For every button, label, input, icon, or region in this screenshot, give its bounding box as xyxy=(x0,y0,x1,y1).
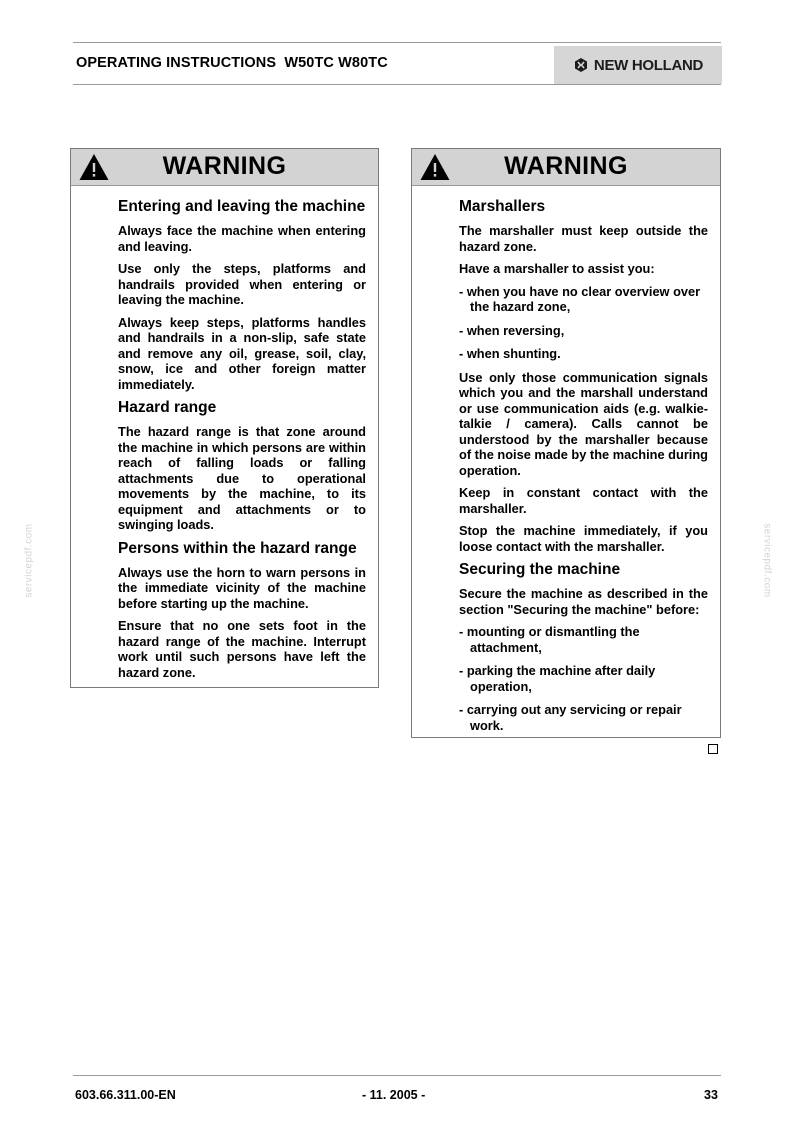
section-title-entering: Entering and leaving the machine xyxy=(118,198,366,215)
paragraph: The hazard range is that zone around the machine in which persons are within reach of falling loads or falling attachments due to operational movements by the machine, to its equipment and attachments or to swinging loads. xyxy=(118,424,366,532)
paragraph: Use only those communication signals which you and the marshall understand or use communication aids (e.g. walkie-talkie / camera). Calls cannot be understood by the marshaller because of the noise made by the machine during operation. xyxy=(459,369,708,478)
page-number: 33 xyxy=(704,1088,718,1102)
header-bottom-rule xyxy=(73,84,721,85)
section-title-securing: Securing the machine xyxy=(459,561,621,578)
warning-box-left xyxy=(70,148,379,688)
footer-rule xyxy=(73,1075,721,1076)
document-title: OPERATING INSTRUCTIONS W50TC W80TC xyxy=(76,55,388,71)
brand-name: NEW HOLLAND xyxy=(593,56,704,74)
warning-body-left xyxy=(71,186,378,693)
warning-title: WARNING xyxy=(504,152,628,180)
warning-box-right xyxy=(411,148,721,738)
warning-header-left xyxy=(71,149,378,186)
paragraph: Secure the machine as described in the section "Securing the machine" before: xyxy=(459,586,708,617)
section-title-marshallers: Marshallers xyxy=(459,198,546,215)
bullet-item: - when you have no clear overview over the hazard zone, xyxy=(459,283,701,314)
watermark-right: servicepdf.com xyxy=(761,523,773,598)
paragraph: Stop the machine immediately, if you loose contact with the marshaller. xyxy=(459,523,708,554)
watermark-left: servicepdf.com xyxy=(23,523,35,598)
bullet-item: - when reversing, xyxy=(459,322,565,338)
paragraph: Always keep steps, platforms handles and handrails in a non-slip, safe state and remove any oil, grease, soil, clay, snow, ice and other foreign matter immediately. xyxy=(118,314,366,392)
section-title-hazard-range: Hazard range xyxy=(118,399,217,416)
warning-title: WARNING xyxy=(162,152,287,180)
paragraph: Always use the horn to warn persons in the immediate vicinity of the machine before starting up the machine. xyxy=(118,564,366,611)
document-number: 603.66.311.00-EN xyxy=(75,1088,176,1102)
warning-header-right xyxy=(412,149,720,186)
warning-body-right xyxy=(412,186,720,747)
paragraph: Use only the steps, platforms and handrails provided when entering or leaving the machine. xyxy=(118,261,366,307)
paragraph: Ensure that no one sets foot in the hazard range of the machine. Interrupt work until such persons have left the hazard zone. xyxy=(118,618,366,680)
new-holland-logo-icon xyxy=(573,57,589,73)
bullet-item: - mounting or dismantling the attachment, xyxy=(459,624,640,655)
paragraph: Always face the machine when entering and leaving. xyxy=(118,223,366,254)
bullet-item: - when shunting. xyxy=(459,346,561,361)
header-top-rule xyxy=(73,42,721,43)
end-square-icon xyxy=(708,744,718,754)
bullet-item: - carrying out any servicing or repair work. xyxy=(459,702,682,733)
edition-date: - 11. 2005 - xyxy=(362,1088,426,1102)
brand-logo xyxy=(554,46,722,84)
paragraph: The marshaller must keep outside the hazard zone. xyxy=(459,223,708,254)
section-title-persons: Persons within the hazard range xyxy=(118,539,357,557)
paragraph: Keep in constant contact with the marshaller. xyxy=(459,485,708,516)
paragraph: Have a marshaller to assist you: xyxy=(459,261,655,276)
bullet-item: - parking the machine after daily operation, xyxy=(459,663,656,694)
